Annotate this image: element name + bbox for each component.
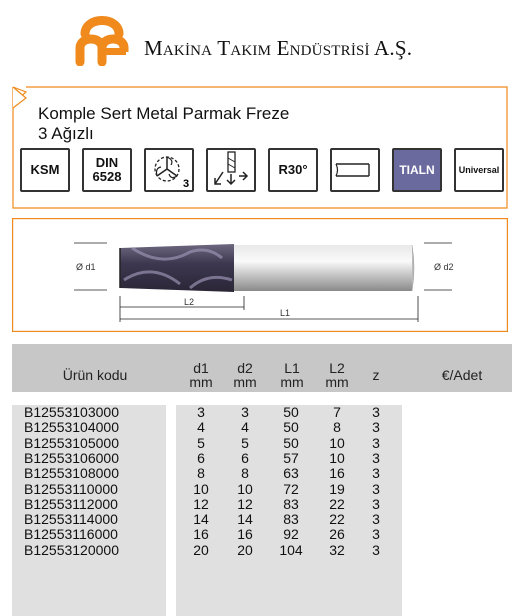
col-header-code: Ürün kodu bbox=[62, 367, 128, 383]
badge-ksm: KSM bbox=[20, 148, 70, 192]
l1-label: L1 bbox=[280, 308, 291, 318]
cell-d1: 4 bbox=[197, 419, 205, 436]
badge-flutes bbox=[144, 148, 194, 192]
cell-l2: 10 bbox=[329, 434, 345, 451]
company-logo bbox=[72, 8, 134, 66]
badge-din: DIN 6528 bbox=[82, 148, 132, 192]
cell-l2: 16 bbox=[329, 465, 345, 482]
cell-l1: 63 bbox=[283, 465, 299, 482]
cell-d1: 3 bbox=[197, 404, 205, 420]
badge-universal: Universal bbox=[454, 148, 504, 192]
cell-z: 3 bbox=[372, 465, 380, 482]
d1-label: Ø d1 bbox=[76, 262, 96, 272]
badge-shank bbox=[330, 148, 380, 192]
table-row bbox=[12, 527, 512, 542]
tool-diagram-frame bbox=[12, 218, 508, 332]
col-header-l2: L2 mm bbox=[325, 360, 349, 390]
cell-d1: 6 bbox=[197, 449, 205, 466]
cell-z: 3 bbox=[372, 404, 380, 420]
cell-l1: 104 bbox=[279, 541, 303, 558]
cell-d2: 14 bbox=[237, 511, 253, 528]
cell-code: B12553103000 bbox=[24, 404, 119, 420]
cell-code: B12553110000 bbox=[24, 480, 118, 497]
cell-d2: 10 bbox=[237, 480, 253, 497]
cell-d2: 20 bbox=[237, 541, 253, 558]
cell-l1: 50 bbox=[283, 434, 299, 451]
table-row bbox=[12, 466, 512, 481]
cell-d2: 5 bbox=[241, 434, 249, 451]
tool-shank bbox=[234, 245, 412, 291]
cell-d1: 14 bbox=[193, 511, 209, 528]
table-row bbox=[12, 482, 512, 497]
d2-label: Ø d2 bbox=[434, 262, 454, 272]
cell-l2: 26 bbox=[329, 526, 345, 543]
cell-d1: 5 bbox=[197, 434, 205, 451]
cell-d1: 16 bbox=[193, 526, 209, 543]
cell-code: B12553108000 bbox=[24, 465, 119, 482]
cell-code: B12553114000 bbox=[24, 511, 118, 528]
cell-l1: 83 bbox=[283, 511, 299, 528]
cell-code: B12553120000 bbox=[24, 541, 119, 558]
table-row bbox=[12, 420, 512, 435]
cell-d1: 10 bbox=[193, 480, 209, 497]
cell-d2: 3 bbox=[241, 404, 249, 420]
cell-l2: 10 bbox=[329, 449, 345, 466]
product-title: Komple Sert Metal Parmak Freze bbox=[38, 104, 290, 123]
cell-l1: 92 bbox=[283, 526, 299, 543]
company-name: MAKİNA TAKIM ENDÜSTRİSİ A.Ş. bbox=[144, 36, 413, 60]
cell-l1: 50 bbox=[283, 419, 299, 436]
cell-code: B12553104000 bbox=[24, 419, 119, 436]
table-row bbox=[12, 405, 512, 420]
col-header-price: €/Adet bbox=[441, 367, 483, 383]
three-flute-cross-section-icon bbox=[147, 151, 191, 189]
cell-z: 3 bbox=[372, 480, 380, 497]
cell-d1: 20 bbox=[193, 541, 209, 558]
col-header-d2: d2 mm bbox=[233, 360, 257, 390]
cell-z: 3 bbox=[372, 419, 380, 436]
table-row bbox=[12, 451, 512, 466]
badge-plunge bbox=[206, 148, 256, 192]
cell-code: B12553106000 bbox=[24, 449, 119, 466]
cell-l1: 57 bbox=[283, 449, 299, 466]
cell-l1: 83 bbox=[283, 495, 299, 512]
plunge-side-milling-icon bbox=[211, 150, 251, 190]
cell-z: 3 bbox=[372, 526, 380, 543]
table-row bbox=[12, 543, 512, 558]
cell-l2: 19 bbox=[329, 480, 345, 497]
table-row bbox=[12, 497, 512, 512]
badge-helix: R30° bbox=[268, 148, 318, 192]
cell-l1: 72 bbox=[283, 480, 299, 497]
cell-d2: 4 bbox=[241, 419, 249, 436]
product-subtitle: 3 Ağızlı bbox=[38, 124, 94, 143]
cell-l2: 7 bbox=[333, 404, 341, 420]
cell-l2: 8 bbox=[333, 419, 341, 436]
cell-code: B12553105000 bbox=[24, 434, 119, 451]
cell-l2: 22 bbox=[329, 511, 345, 528]
cell-z: 3 bbox=[372, 434, 380, 451]
cell-z: 3 bbox=[372, 541, 380, 558]
table-row bbox=[12, 512, 512, 527]
cell-l1: 50 bbox=[283, 404, 299, 420]
col-header-l1: L1 mm bbox=[280, 360, 304, 390]
cell-d2: 16 bbox=[237, 526, 253, 543]
cell-code: B12553116000 bbox=[24, 526, 118, 543]
cell-d2: 6 bbox=[241, 449, 249, 466]
shank-icon bbox=[333, 160, 377, 180]
badge-coating: TIALN bbox=[392, 148, 442, 192]
flute-count: 3 bbox=[183, 178, 190, 189]
cell-z: 3 bbox=[372, 495, 380, 512]
cell-d1: 12 bbox=[193, 495, 209, 512]
cell-d2: 12 bbox=[237, 495, 253, 512]
cell-z: 3 bbox=[372, 449, 380, 466]
cell-l2: 32 bbox=[329, 541, 345, 558]
l2-label: L2 bbox=[184, 297, 195, 307]
cell-l2: 22 bbox=[329, 495, 345, 512]
cell-code: B12553112000 bbox=[24, 495, 118, 512]
cell-z: 3 bbox=[372, 511, 380, 528]
cell-d1: 8 bbox=[197, 465, 205, 482]
table-row bbox=[12, 436, 512, 451]
col-header-z: z bbox=[372, 367, 380, 383]
col-header-d1: d1 mm bbox=[189, 360, 213, 390]
cell-d2: 8 bbox=[241, 465, 249, 482]
